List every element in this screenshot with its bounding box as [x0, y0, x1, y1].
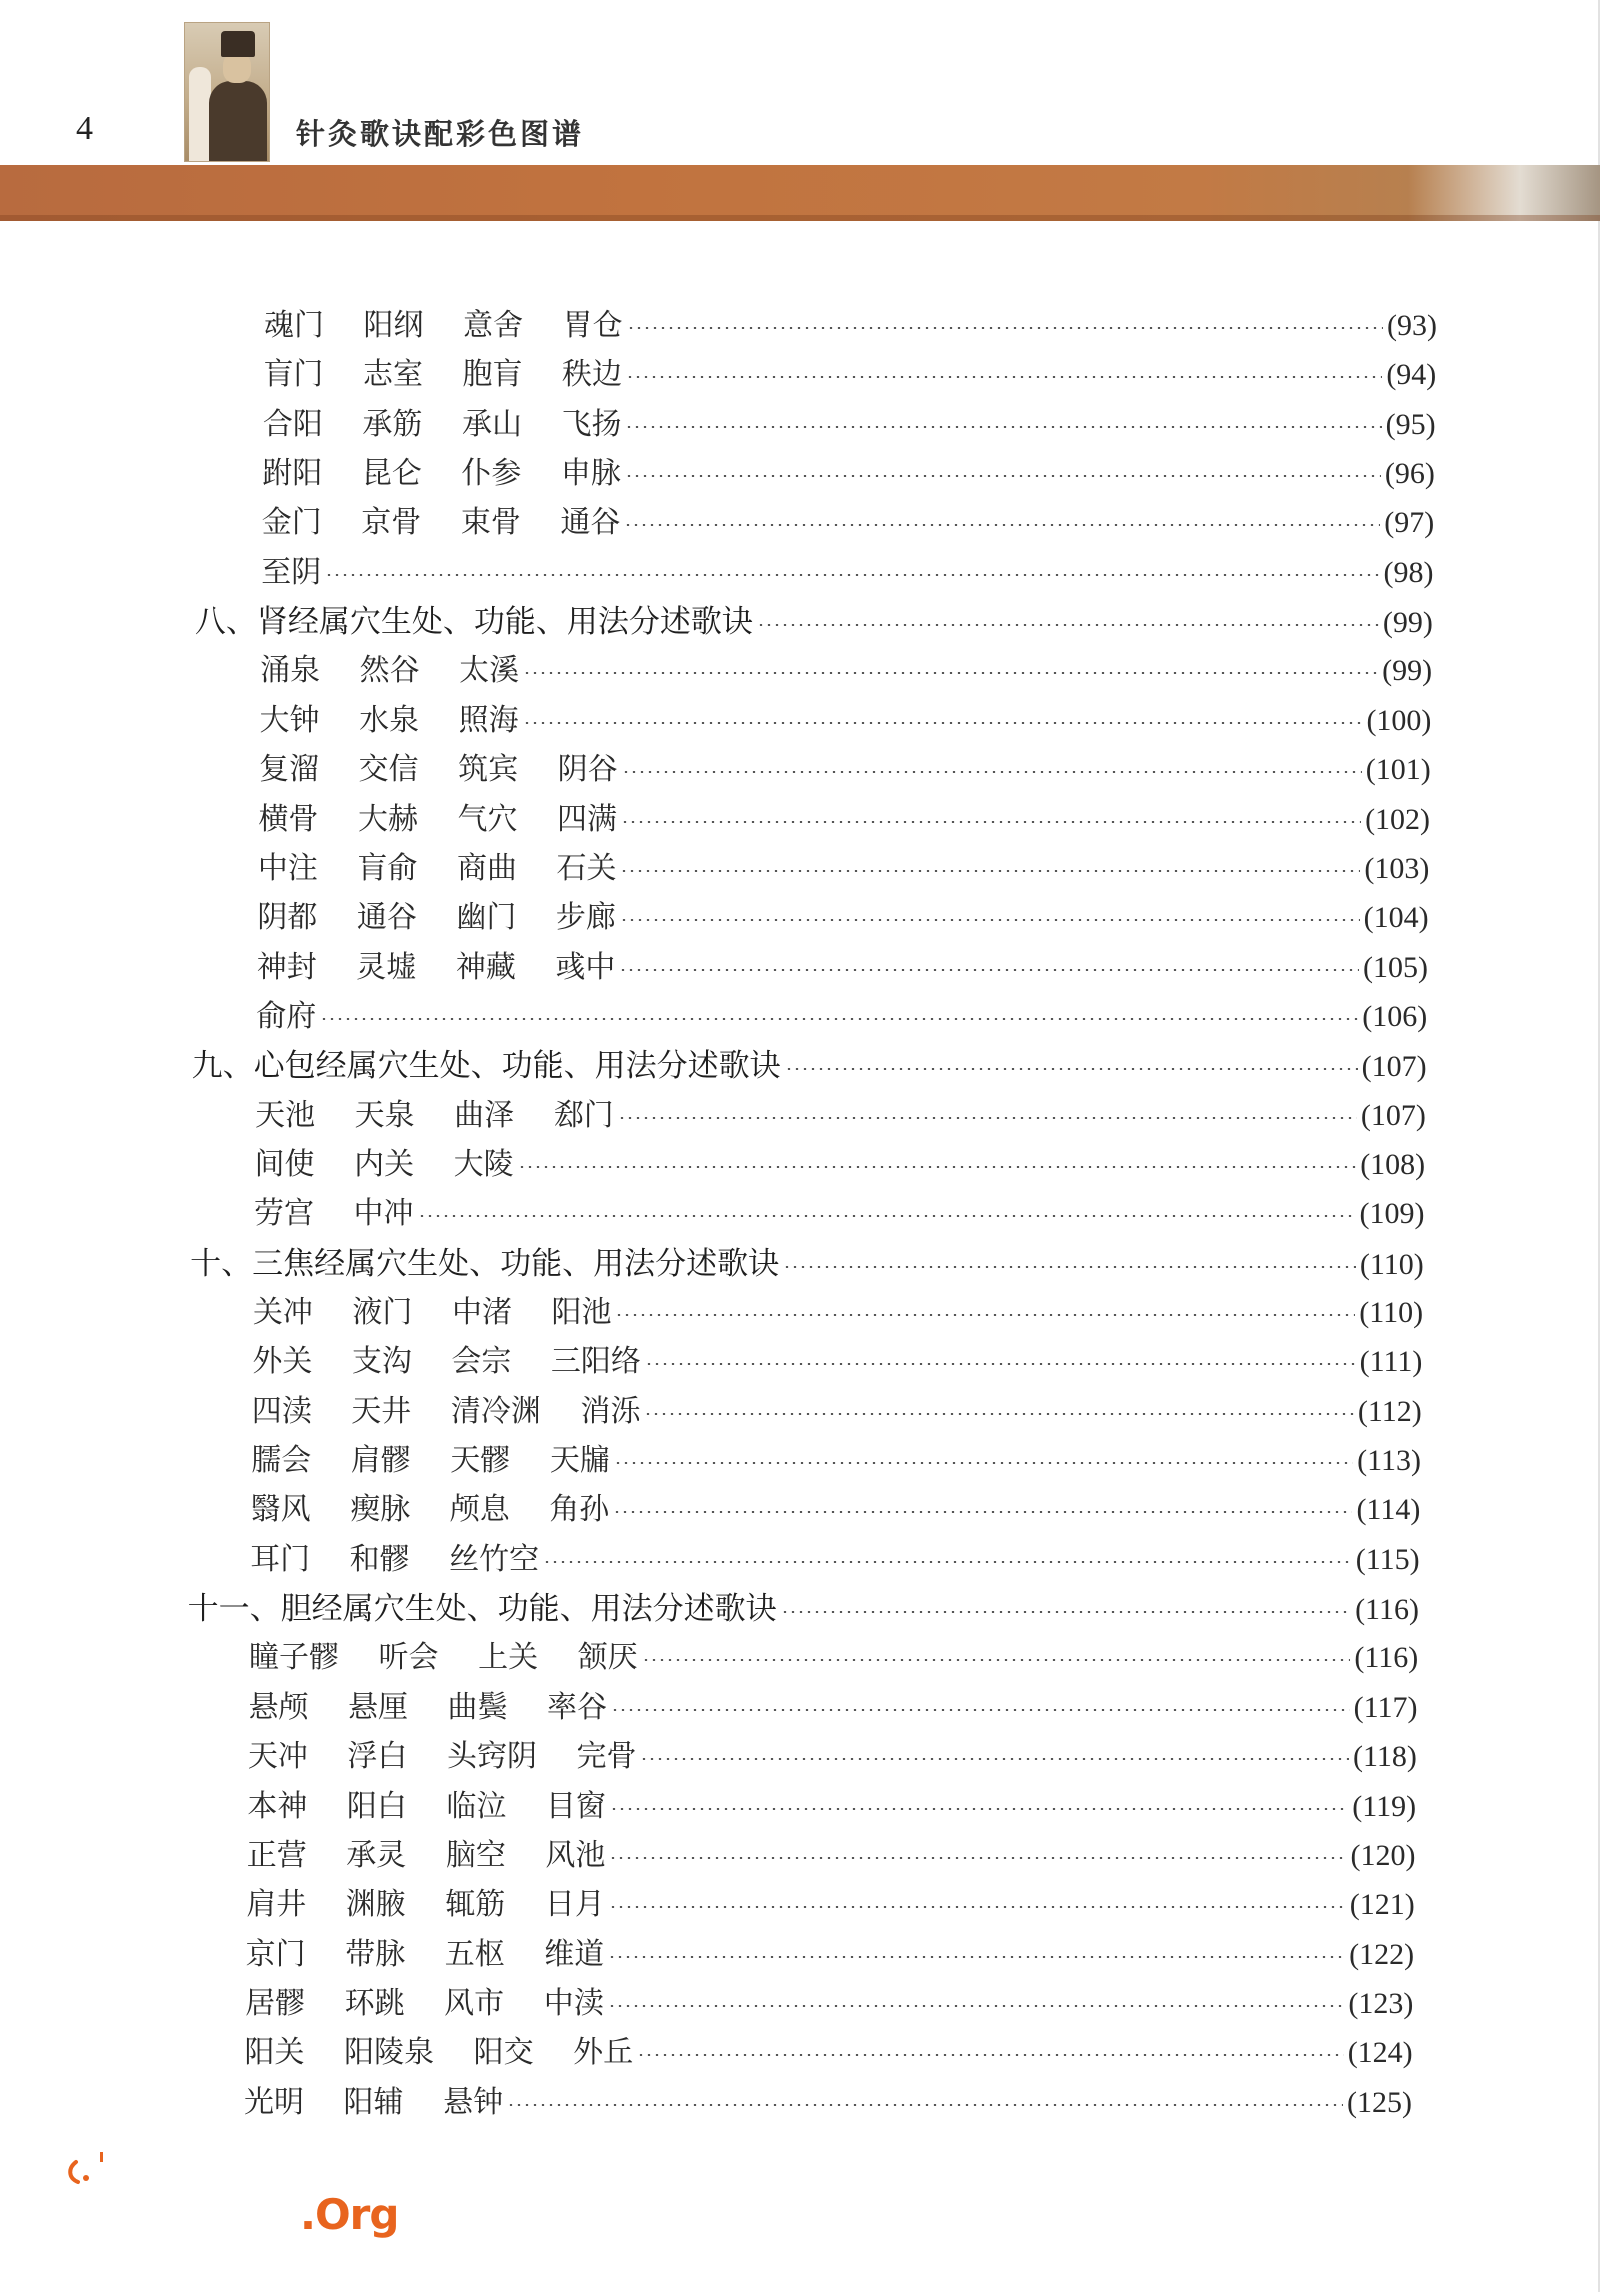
toc-section-heading: [192, 1046, 1427, 1086]
toc-entry-label: 外关 支沟 会宗 三阳络: [252, 1344, 641, 1380]
toc-entry-label: 瞳子髎 听会 上关 颔厌: [249, 1640, 638, 1676]
dot-leader: [626, 376, 1382, 378]
toc-entry: [248, 1737, 1417, 1777]
toc-entry-label: 耳门 和髎 丝竹空: [250, 1541, 540, 1577]
dot-leader: [637, 2054, 1344, 2056]
dot-leader: [507, 2104, 1343, 2106]
toc-entry-label: 魂门 阳纲 意舍 胃仓: [264, 308, 623, 343]
toc-entry-label: 至阴: [261, 554, 322, 590]
toc-page-number: (108): [1360, 1147, 1426, 1181]
toc-entry-label: 神封 灵墟 神藏 彧中: [256, 949, 616, 985]
toc-page-number: (107): [1360, 1098, 1426, 1132]
toc-entry-label: 跗阳 昆仑 仆参 申脉: [262, 456, 621, 492]
toc-entry: [247, 1787, 1416, 1827]
dot-leader: [621, 821, 1361, 823]
toc-page-number: (106): [1362, 999, 1428, 1033]
running-header-title: 针灸歌诀配彩色图谱: [296, 117, 585, 151]
toc-entry-label: 关冲 液门 中渚 阳池: [252, 1295, 612, 1330]
toc-entry: [258, 849, 1429, 889]
toc-entry-label: 复溜 交信 筑宾 阴谷: [259, 752, 618, 788]
dot-leader: [619, 969, 1359, 971]
toc-entry: [259, 750, 1431, 790]
toc-entry-label: 京门 带脉 五枢 维道: [245, 1936, 605, 1972]
toc-entry: [252, 1342, 1422, 1382]
toc-entry: [257, 898, 1428, 938]
toc-page-number: (107): [1361, 1050, 1427, 1084]
dot-leader: [620, 870, 1360, 872]
toc-page-number: (97): [1384, 506, 1435, 540]
toc-entry-label: 阳关 阳陵泉 阳交 外丘: [244, 2035, 634, 2071]
toc-page-number: (124): [1347, 2036, 1413, 2070]
toc-entry-label: 四渎 天井 清冷渊 消泺: [251, 1393, 641, 1429]
toc-entry: [263, 405, 1436, 445]
dot-leader: [611, 1709, 1350, 1711]
toc-page-number: (114): [1356, 1493, 1421, 1527]
toc-entry: [257, 948, 1428, 988]
toc-entry-label: 正营 承灵 脑空 风池: [246, 1837, 606, 1873]
toc-entry: [252, 1392, 1422, 1432]
toc-entry-label: 悬颅 悬厘 曲鬓 率谷: [248, 1689, 608, 1725]
toc-page-number: (100): [1366, 703, 1432, 737]
dot-leader: [320, 1018, 1358, 1020]
dot-leader: [781, 1611, 1351, 1613]
toc-page-number: (105): [1362, 950, 1428, 984]
toc-entry: [262, 454, 1435, 494]
toc-entry: [246, 1885, 1415, 1925]
toc-entry: [248, 1688, 1417, 1728]
dot-leader: [613, 1511, 1352, 1513]
toc-page-number: (119): [1352, 1789, 1417, 1823]
toc-page-number: (102): [1365, 802, 1431, 836]
toc-entry-label: 光明 阳辅 悬钟: [244, 2084, 504, 2120]
dot-leader: [614, 1462, 1353, 1464]
dot-leader: [622, 771, 1362, 773]
toc-page-number: (94): [1386, 358, 1437, 392]
dot-leader: [618, 1117, 1357, 1119]
toc-entry-label: 八、肾经属穴生处、功能、用法分述歌诀: [194, 604, 753, 641]
scroll-logo-icon: [62, 2148, 122, 2188]
toc-page-number: (123): [1348, 1986, 1414, 2020]
toc-page-number: (103): [1364, 851, 1430, 885]
toc-entry-label: 十一、胆经属穴生处、功能、用法分述歌诀: [187, 1591, 777, 1628]
toc-page-number: (98): [1383, 555, 1434, 589]
toc-entry: [249, 1638, 1418, 1678]
toc-entry: [245, 2033, 1413, 2073]
toc-entry: [254, 1194, 1425, 1234]
toc-entry-label: 劳宫 中冲: [254, 1196, 414, 1232]
toc-entry-label: 居髎 环跳 风市 中渎: [245, 1985, 604, 2021]
toc-entry: [262, 503, 1434, 543]
toc-entry: [260, 651, 1432, 691]
toc-page-number: (122): [1349, 1937, 1415, 1971]
toc-entry: [263, 355, 1436, 395]
toc-entry: [246, 1935, 1414, 1975]
dot-leader: [625, 475, 1381, 477]
dot-leader: [624, 524, 1380, 526]
toc-entry-label: 翳风 瘈脉 颅息 角孙: [250, 1492, 610, 1528]
dot-leader: [523, 672, 1378, 674]
toc-entry-label: 肓门 志室 胞肓 秩边: [263, 357, 623, 393]
toc-entry-label: 本神 阳白 临泣 目窗: [247, 1788, 606, 1824]
toc-section-heading: [195, 602, 1433, 642]
toc-entry: [245, 1984, 1413, 2024]
toc-entry-label: 大钟 水泉 照海: [259, 702, 519, 738]
toc-entry: [244, 2083, 1412, 2123]
toc-entry: [251, 1490, 1421, 1530]
toc-page-number: (93): [1387, 309, 1437, 342]
toc-entry-label: 臑会 肩髎 天髎 天牖: [251, 1443, 610, 1479]
dot-leader: [543, 1561, 1352, 1563]
toc-page-number: (96): [1384, 457, 1435, 491]
dot-leader: [627, 327, 1383, 329]
toc-section-heading: [188, 1589, 1419, 1629]
toc-page-number: (99): [1382, 654, 1433, 688]
toc-entry: [251, 1441, 1421, 1481]
dot-leader: [785, 1068, 1358, 1070]
dot-leader: [620, 919, 1360, 921]
dot-leader: [625, 426, 1381, 428]
toc-entry: [261, 553, 1433, 593]
toc-entry: [247, 1836, 1416, 1876]
toc-entry: [256, 997, 1427, 1037]
toc-entry-label: 合阳 承筋 承山 飞扬: [262, 406, 622, 442]
toc-entry: [255, 1145, 1426, 1185]
toc-entry-label: 天池 天泉 曲泽 郄门: [255, 1097, 614, 1133]
toc-page-number: (116): [1355, 1593, 1419, 1627]
toc-entry-label: 十、三焦经属穴生处、功能、用法分述歌诀: [190, 1245, 780, 1282]
dot-leader: [757, 624, 1379, 626]
dot-leader: [609, 1857, 1346, 1859]
toc-entry-label: 中注 肓俞 商曲 石关: [257, 850, 617, 886]
dot-leader: [325, 574, 1379, 576]
toc-page-number: (125): [1347, 2085, 1412, 2119]
dot-leader: [523, 722, 1363, 724]
toc-page-number: (110): [1359, 1296, 1424, 1329]
dot-leader: [608, 2005, 1345, 2007]
toc-entry-label: 间使 内关 大陵: [254, 1146, 514, 1182]
toc-page-number: (117): [1353, 1690, 1418, 1724]
toc-page-number: (116): [1354, 1641, 1419, 1675]
toc-entry: [255, 1096, 1426, 1136]
page-number: 4: [76, 110, 93, 147]
toc-page-number: (101): [1365, 753, 1431, 787]
toc-entry-label: 涌泉 然谷 太溪: [260, 653, 520, 689]
dot-leader: [418, 1215, 1356, 1217]
toc-page-number: (104): [1363, 901, 1429, 935]
toc-entry-label: 九、心包经属穴生处、功能、用法分述歌诀: [191, 1048, 781, 1085]
footer-watermark-text: .Org: [300, 2190, 399, 2239]
toc-page-number: (121): [1349, 1888, 1415, 1922]
dot-leader: [610, 1808, 1348, 1810]
dot-leader: [608, 1956, 1345, 1958]
toc-page-number: (109): [1359, 1197, 1425, 1231]
toc-page-number: (113): [1357, 1444, 1422, 1478]
toc-page-number: (95): [1385, 407, 1436, 441]
toc-entry: [264, 306, 1437, 346]
dot-leader: [518, 1166, 1357, 1168]
toc-page-number: (111): [1359, 1345, 1423, 1379]
dot-leader: [645, 1363, 1356, 1365]
dot-leader: [640, 1758, 1348, 1760]
dot-leader: [615, 1314, 1355, 1316]
toc-page-number: (118): [1352, 1740, 1417, 1774]
toc-page-number: (112): [1357, 1394, 1422, 1428]
toc-page-number: (115): [1355, 1542, 1420, 1576]
toc-entry-label: 天冲 浮白 头窍阴 完骨: [247, 1739, 637, 1775]
dot-leader: [783, 1266, 1356, 1268]
toc-section-heading: [190, 1244, 1424, 1284]
toc-entry-label: 肩井 渊腋 辄筋 日月: [246, 1887, 605, 1923]
toc-entry-label: 横骨 大赫 气穴 四满: [258, 801, 618, 837]
toc-entry: [253, 1293, 1423, 1333]
toc-page-number: (110): [1359, 1247, 1424, 1281]
dot-leader: [642, 1659, 1351, 1661]
toc-page-number: (120): [1350, 1838, 1416, 1872]
toc-entry: [250, 1540, 1420, 1580]
toc-entry-label: 金门 京骨 束骨 通谷: [261, 505, 621, 541]
toc-entry: [260, 701, 1432, 741]
toc-entry-label: 俞府: [256, 998, 317, 1034]
dot-leader: [609, 1906, 1346, 1908]
toc-entry: [258, 800, 1430, 840]
toc-page-number: (99): [1382, 606, 1433, 640]
toc-entry-label: 阴都 通谷 幽门 步廊: [257, 900, 616, 936]
dot-leader: [644, 1413, 1353, 1415]
